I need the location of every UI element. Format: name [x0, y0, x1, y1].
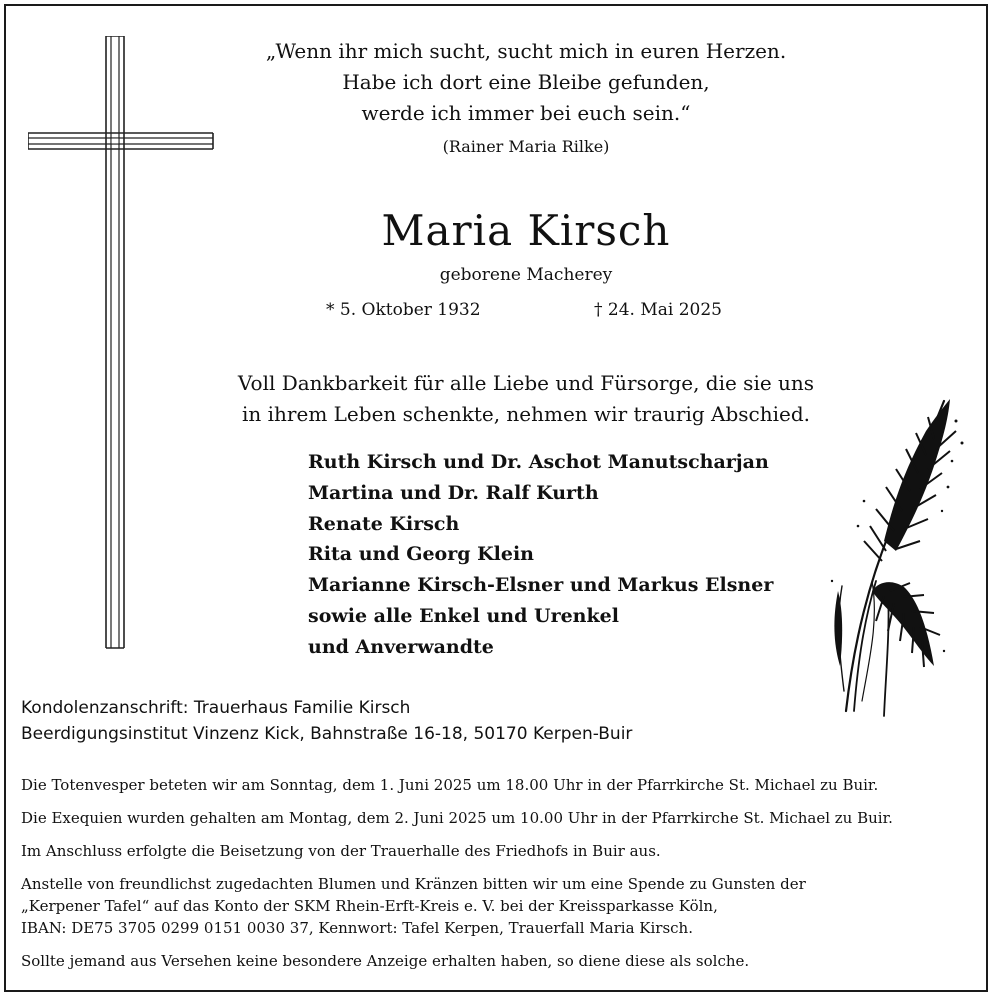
- deceased-name: Maria Kirsch: [381, 206, 671, 255]
- birth-date: * 5. Oktober 1932: [326, 300, 481, 320]
- burial-info: Im Anschluss erfolgte die Beisetzung von der Trauerhalle des Friedhofs in Buir aus.: [21, 842, 661, 860]
- donation-line: IBAN: DE75 3705 0299 0151 0030 37, Kennwort: Tafel Kerpen, Trauerfall Maria Kirsch.: [21, 919, 693, 937]
- funeral-home: Beerdigungsinstitut Vinzenz Kick, Bahnstraße 16-18, 50170 Kerpen-Buir: [21, 724, 633, 744]
- mourner: Rita und Georg Klein: [308, 543, 534, 566]
- mourner: Marianne Kirsch-Elsner und Markus Elsner: [308, 574, 774, 597]
- quote-author: (Rainer Maria Rilke): [442, 137, 610, 156]
- death-date: † 24. Mai 2025: [594, 300, 722, 320]
- mourner: Martina und Dr. Ralf Kurth: [308, 481, 599, 504]
- mourner: und Anverwandte: [308, 635, 494, 658]
- mourner: sowie alle Enkel und Urenkel: [308, 604, 619, 627]
- thanks-line: Voll Dankbarkeit für alle Liebe und Fürsorge, die sie uns: [237, 371, 815, 395]
- condolence-address: Kondolenzanschrift: Trauerhaus Familie Kirsch: [21, 698, 411, 718]
- obituary-frame: [4, 4, 988, 992]
- quote-line: Habe ich dort eine Bleibe gefunden,: [342, 70, 710, 94]
- mourner: Ruth Kirsch und Dr. Aschot Manutscharjan: [308, 451, 769, 473]
- donation-line: Anstelle von freundlichst zugedachten Blumen und Kränzen bitten wir um eine Spende zu Gunsten der: [21, 875, 806, 893]
- address-block: [21, 695, 632, 747]
- quote-line: „Wenn ihr mich sucht, sucht mich in euren Herzen.: [265, 39, 787, 63]
- info-block: [21, 774, 893, 972]
- reed-grass-icon: [824, 391, 974, 721]
- notice-info: Sollte jemand aus Versehen keine besondere Anzeige erhalten haben, so diene diese als solche.: [21, 952, 750, 970]
- born-name: geborene Macherey: [439, 265, 613, 285]
- cross-icon: [28, 36, 228, 656]
- quote: [176, 36, 876, 129]
- mourners-list: [308, 447, 773, 663]
- vesper-info: Die Totenvesper beteten wir am Sonntag, dem 1. Juni 2025 um 18.00 Uhr in der Pfarrkirche St. Michael zu Buir.: [21, 776, 879, 794]
- thanks-text: [206, 368, 846, 430]
- quote-line: werde ich immer bei euch sein.“: [361, 101, 691, 125]
- exequien-info: Die Exequien wurden gehalten am Montag, dem 2. Juni 2025 um 10.00 Uhr in der Pfarrkirche St. Michael zu Buir.: [21, 809, 893, 827]
- thanks-line: in ihrem Leben schenkte, nehmen wir traurig Abschied.: [242, 402, 810, 426]
- mourner: Renate Kirsch: [308, 512, 460, 535]
- donation-line: „Kerpener Tafel“ auf das Konto der SKM Rhein-Erft-Kreis e. V. bei der Kreissparkasse Köln,: [21, 897, 718, 915]
